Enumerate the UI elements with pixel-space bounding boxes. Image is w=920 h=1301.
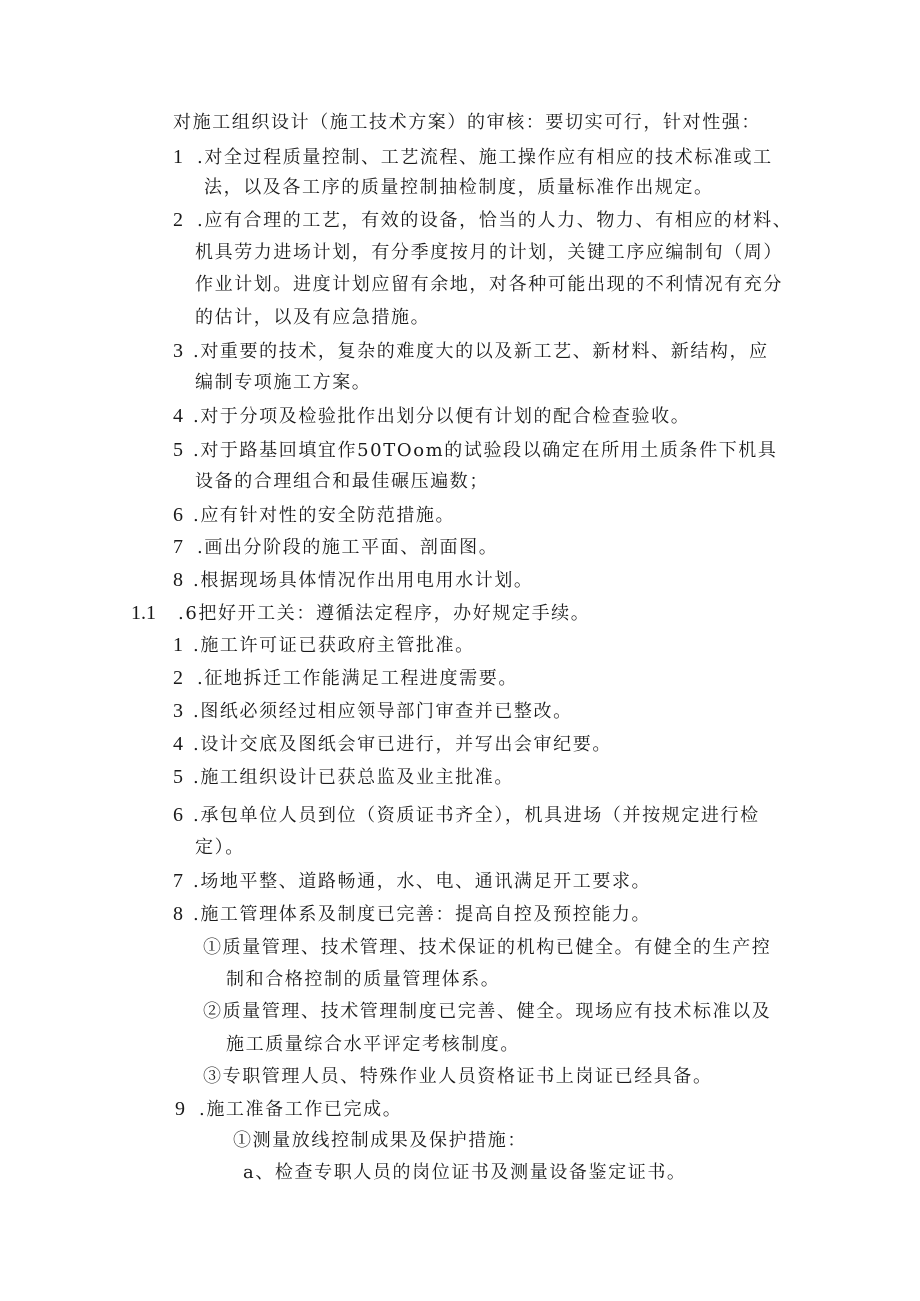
start-item-7 [173, 869, 651, 894]
review-item-3 [173, 339, 769, 364]
sub-item-2-cont: 施工质量综合水平评定考核制度。 [226, 1034, 520, 1055]
item-text: .承包单位人员到位（资质证书齐全），机具进场（并按规定进行检 [193, 805, 760, 826]
item-text: .画出分阶段的施工平面、剖面图。 [197, 537, 499, 558]
intro-line: 对施工组织设计（施工技术方案）的审核：要切实可行，针对性强： [173, 112, 761, 133]
sub-item-1-cont: 制和合格控制的质量管理体系。 [226, 969, 501, 990]
item-text: .对全过程质量控制、工艺流程、施工操作应有相应的技术标准或工 [197, 147, 773, 168]
item-text: .应有合理的工艺，有效的设备，恰当的人力、物力、有相应的材料、 [197, 210, 793, 231]
item-text: .应有针对性的安全防范措施。 [193, 505, 456, 526]
start-item-3 [173, 699, 573, 724]
item-number: 4 [173, 733, 183, 755]
item-number: 9 [175, 1098, 185, 1120]
item-text: .根据现场具体情况作出用电用水计划。 [193, 570, 534, 591]
item-text: .对于路基回填宜作50TOom的试验段以确定在所用土质条件下机具 [193, 440, 778, 461]
review-item-5 [173, 438, 778, 463]
item-text: .设计交底及图纸会审已进行，并写出会审纪要。 [193, 734, 612, 755]
start-item-5 [173, 765, 514, 790]
section-heading [131, 601, 590, 626]
item-text: .图纸必须经过相应领导部门审查并已整改。 [193, 701, 573, 722]
item-number: 1 [173, 634, 183, 656]
section-title: .6把好开工关：遵循法定程序，办好规定手续。 [178, 603, 591, 624]
item-text: .对于分项及检验批作出划分以便有计划的配合检查验收。 [193, 406, 691, 427]
review-item-4 [173, 404, 690, 429]
start-item-2 [173, 666, 518, 691]
item-number: 2 [173, 209, 183, 231]
item-number: 4 [173, 405, 183, 427]
review-item-7 [173, 535, 498, 560]
item-9-sub: ①测量放线控制成果及保护措施： [233, 1130, 527, 1151]
item-text: .征地拆迁工作能满足工程进度需要。 [197, 668, 518, 689]
review-item-2 [173, 208, 792, 233]
review-item-1 [173, 145, 773, 170]
item-number: 8 [173, 903, 183, 925]
item-text: .场地平整、道路畅通，水、电、通讯满足开工要求。 [193, 871, 652, 892]
item-number: 1 [173, 146, 183, 168]
review-item-2-cont: 机具劳力进场计划，有分季度按月的计划，关键工序应编制旬（周） [195, 242, 783, 263]
review-item-1-cont: 法，以及各工序的质量控制抽检制度，质量标准作出规定。 [204, 177, 714, 198]
item-number: 3 [173, 700, 183, 722]
section-number: 1.1 [131, 602, 156, 624]
start-item-1 [173, 633, 475, 658]
start-item-6 [173, 803, 760, 828]
sub-item-2: ②质量管理、技术管理制度已完善、健全。现场应有技术标准以及 [203, 1001, 772, 1022]
start-item-4 [173, 732, 612, 757]
item-number: 5 [173, 439, 183, 461]
review-item-3-cont: 编制专项施工方案。 [195, 372, 372, 393]
item-number: 3 [173, 340, 183, 362]
sub-item-3: ③专职管理人员、特殊作业人员资格证书上岗证已经具备。 [203, 1066, 713, 1087]
item-text: .施工许可证已获政府主管批准。 [193, 635, 475, 656]
review-item-8 [173, 568, 534, 593]
start-item-6-cont: 定）。 [195, 837, 245, 858]
item-number: 6 [173, 504, 183, 526]
item-text: .对重要的技术，复杂的难度大的以及新工艺、新材料、新结构，应 [193, 341, 769, 362]
review-item-2-cont: 作业计划。进度计划应留有余地，对各种可能出现的不利情况有充分 [195, 274, 783, 295]
item-number: 7 [173, 536, 183, 558]
item-text: .施工准备工作已完成。 [199, 1099, 403, 1120]
item-number: 7 [173, 870, 183, 892]
item-number: 5 [173, 766, 183, 788]
item-text: .施工组织设计已获总监及业主批准。 [193, 767, 514, 788]
review-item-2-cont: 的估计，以及有应急措施。 [195, 307, 431, 328]
item-9-a: a、检查专职人员的岗位证书及测量设备鉴定证书。 [243, 1162, 687, 1183]
start-item-8 [173, 902, 651, 927]
review-item-5-cont: 设备的合理组合和最佳碾压遍数； [195, 471, 489, 492]
item-number: 8 [173, 569, 183, 591]
start-item-9 [175, 1097, 402, 1122]
item-number: 2 [173, 667, 183, 689]
review-item-6 [173, 503, 455, 528]
item-text: .施工管理体系及制度已完善：提高自控及预控能力。 [193, 904, 652, 925]
item-number: 6 [173, 804, 183, 826]
sub-item-1: ①质量管理、技术管理、技术保证的机构已健全。有健全的生产控 [203, 937, 772, 958]
